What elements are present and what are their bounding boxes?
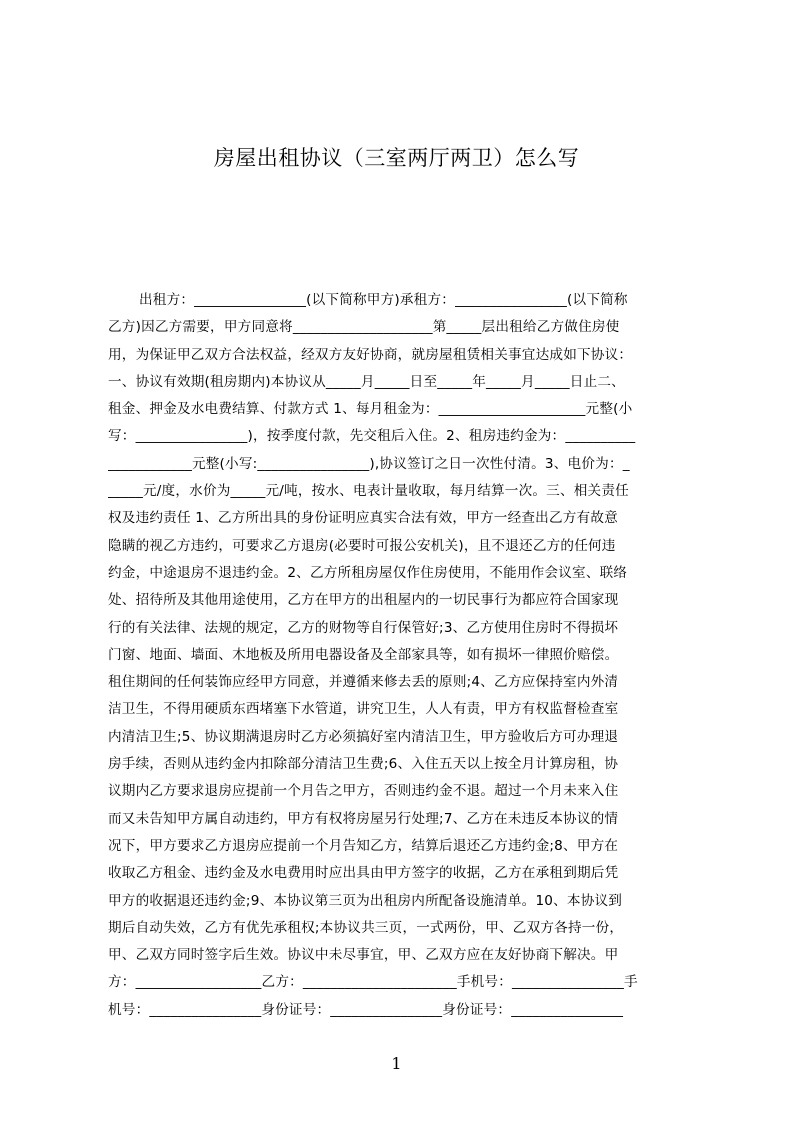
body-line-26: 方：__________________乙方：______________________手机号：________________手: [108, 974, 638, 991]
body-line-5: 租金、押金及水电费结算、付款方式 1、每月租金为：_____________________元整(小: [108, 401, 633, 418]
body-line-15: 租住期间的任何装饰应经甲方同意，并遵循来修去丢的原则;4、乙方应保持室内外清: [108, 674, 619, 691]
body-line-9: 权及违约责任 1、乙方所出具的身份证明应真实合法有效，甲方一经查出乙方有故意: [108, 510, 618, 527]
body-line-14: 门窗、地面、墙面、木地板及所用电器设备及全部家具等，如有损坏一律照价赔偿。: [108, 646, 619, 663]
body-line-23: 甲方的收据退还违约金;9、本协议第三页为出租房内所配备设施清单。10、本协议到: [108, 892, 623, 909]
body-line-6: 写：________________)，按季度付款，先交租后入住。2、租房违约金为：__________: [108, 428, 636, 445]
body-line-2: 乙方)因乙方需要，甲方同意将____________________第_____层出租给乙方做住房使: [108, 319, 620, 336]
body-line-1: 出租方：________________(以下简称甲方)承租方：________________(以下简称: [139, 292, 628, 308]
body-line-22: 收取乙方租金、违约金及水电费用时应出具由甲方签字的收据，乙方在承租到期后凭: [108, 865, 619, 882]
body-line-10: 隐瞒的视乙方违约，可要求乙方退房(必要时可报公安机关)，且不退还乙方的任何违: [108, 537, 616, 554]
body-line-21: 况下，甲方要求乙方退房应提前一个月告知乙方，结算后退还乙方违约金;8、甲方在: [108, 837, 619, 854]
body-line-8: _____元/度，水价为_____元/吨，按水、电表计量收取，每月结算一次。三、相关责任: [108, 483, 629, 500]
body-line-12: 处、招待所及其他用途使用，乙方在甲方的出租屋内的一切民事行为都应符合国家现: [108, 592, 619, 609]
body-line-13: 行的有关法律、法规的规定，乙方的财物等自行保管好;3、乙方使用住房时不得损坏: [108, 619, 619, 636]
body-line-18: 房手续，否则从违约金内扣除部分清洁卫生费;6、入住五天以上按全月计算房租，协: [108, 756, 619, 773]
body-line-25: 甲、乙双方同时签字后生效。协议中未尽事宜，甲、乙双方应在友好协商下解决。甲: [108, 947, 619, 964]
body-line-11: 约金，中途退房不退违约金。2、乙方所租房屋仅作住房使用，不能用作会议室、联络: [108, 564, 628, 581]
body-line-27: 机号：________________身份证号：________________身份证号：________________: [108, 1001, 624, 1018]
page-number: 1: [391, 1054, 402, 1073]
body-line-16: 洁卫生，不得用硬质东西堵塞下水管道，讲究卫生，人人有责，甲方有权监督检查室: [108, 701, 619, 718]
body-line-7: ____________元整(小写:________________),协议签订之日一次性付清。3、电价为：_: [108, 455, 630, 472]
agreement-body: [108, 287, 700, 1024]
document-title: 房屋出租协议（三室两厅两卫）怎么写: [213, 146, 580, 170]
body-line-4: 一、协议有效期(租房期内)本协议从_____月_____日至_____年_____月_____日止二、: [108, 373, 625, 390]
body-line-20: 而又未告知甲方属自动违约，甲方有权将房屋另行处理;7、乙方在未违反本协议的情: [108, 810, 619, 827]
body-line-24: 期后自动失效，乙方有优先承租权;本协议共三页，一式两份，甲、乙双方各持一份，: [108, 919, 624, 936]
body-line-19: 议期内乙方要求退房应提前一个月告之甲方，否则违约金不退。超过一个月未来入住: [108, 783, 619, 800]
body-line-3: 用，为保证甲乙双方合法权益，经双方友好协商，就房屋租赁相关事宜达成如下协议：: [108, 346, 633, 363]
body-line-17: 内清洁卫生;5、协议期满退房时乙方必须搞好室内清洁卫生，甲方验收后方可办理退: [108, 728, 619, 745]
